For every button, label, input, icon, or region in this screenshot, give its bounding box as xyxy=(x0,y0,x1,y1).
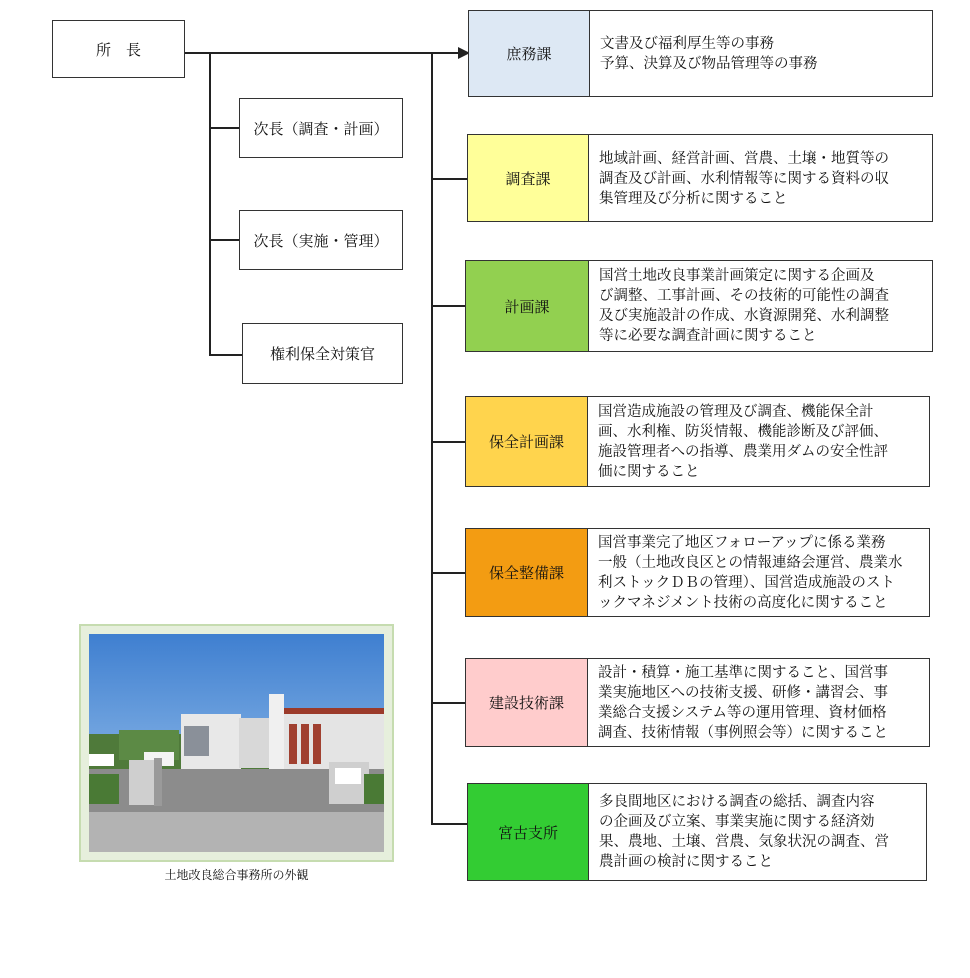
desc-line: 国営事業完了地区フォローアップに係る業務 xyxy=(598,535,886,551)
desc-line: 画、水利権、防災情報、機能診断及び評価、 xyxy=(598,424,888,440)
dept-branch-7 xyxy=(431,823,467,825)
dept-branch-5 xyxy=(431,572,465,574)
desc-line: 業実施地区への技術支援、研修・講習会、事 xyxy=(598,685,888,701)
dept-box-planning xyxy=(465,260,589,352)
department-trunk-line xyxy=(431,52,433,824)
desc-line: 一般（土地改良区との情報連絡会運営、農業水 xyxy=(598,555,903,571)
deputy-label: 次長（実施・管理） xyxy=(253,231,389,250)
desc-line: 及び実施設計の作成、水資源開発、水利調整 xyxy=(599,308,889,324)
desc-line: 果、農地、土壌、営農、気象状況の調査、営 xyxy=(599,834,889,850)
desc-line: 業総合支援システム等の運用管理、資材価格 xyxy=(598,705,887,721)
deputy-branch-1 xyxy=(209,127,239,129)
dept-desc-preservation-planning xyxy=(587,396,930,487)
deputy-branch-3 xyxy=(209,354,242,356)
dept-desc-research xyxy=(588,134,933,222)
desc-line: 施設管理者への指導、農業用ダムの安全性評 xyxy=(598,444,888,460)
dept-name: 建設技術課 xyxy=(488,694,564,712)
desc-line: 設計・積算・施工基準に関すること、国営事 xyxy=(598,665,888,681)
desc-line: 地域計画、経営計画、営農、土壌・地質等の xyxy=(599,151,889,167)
desc-line: 調査及び計画、水利情報等に関する資料の収 xyxy=(599,171,889,187)
director-box xyxy=(52,20,185,78)
dept-branch-4 xyxy=(431,441,465,443)
desc-line: ックマネジメント技術の高度化に関すること xyxy=(598,595,888,611)
desc-line: 集管理及び分析に関すること xyxy=(599,191,788,207)
dept-name: 計画課 xyxy=(504,297,550,316)
deputy-trunk-line xyxy=(209,52,211,355)
desc-line: 国営土地改良事業計画策定に関する企画及 xyxy=(599,268,875,284)
dept-desc-planning xyxy=(588,260,933,352)
deputy-label: 権利保全対策官 xyxy=(269,345,375,363)
deputy-label: 次長（調査・計画） xyxy=(253,119,389,138)
desc-line: 多良間地区における調査の総括、調査内容 xyxy=(599,794,875,810)
building-photo-frame xyxy=(79,624,394,862)
dept-branch-6 xyxy=(431,702,465,704)
desc-line: 農計画の検討に関すること xyxy=(599,854,773,870)
dept-name: 庶務課 xyxy=(506,45,552,63)
desc-line: 調査、技術情報（事例照会等）に関すること xyxy=(598,725,888,741)
desc-line: 等に必要な調査計画に関すること xyxy=(599,328,817,344)
dept-desc-general-affairs xyxy=(589,10,933,97)
dept-branch-3 xyxy=(431,305,465,307)
deputy-box-research-planning xyxy=(239,98,403,158)
main-horizontal-line xyxy=(185,52,468,54)
rights-preservation-officer-box xyxy=(242,323,403,384)
dept-box-miyako-branch xyxy=(467,783,589,881)
desc-line: 利ストックＤＢの管理）、国営造成施設のスト xyxy=(598,575,895,591)
photo-caption: 土地改良総合事務所の外観 xyxy=(164,868,309,882)
desc-line: 文書及び福利厚生等の事務 xyxy=(600,36,774,52)
dept-box-general-affairs xyxy=(468,10,590,97)
dept-name: 保全整備課 xyxy=(488,564,564,582)
dept-desc-preservation-maintenance xyxy=(587,528,930,617)
building-photo xyxy=(89,634,384,852)
dept-name: 調査課 xyxy=(505,169,551,188)
dept-box-construction-technology xyxy=(465,658,588,747)
desc-line: 予算、決算及び物品管理等の事務 xyxy=(600,56,818,72)
desc-line: 国営造成施設の管理及び調査、機能保全計 xyxy=(598,404,874,420)
dept-desc-miyako-branch xyxy=(588,783,927,881)
building-photo-illustration xyxy=(89,634,384,852)
dept-box-preservation-planning xyxy=(465,396,588,487)
deputy-branch-2 xyxy=(209,239,239,241)
dept-name: 宮古支所 xyxy=(497,823,558,842)
deputy-box-implementation-management xyxy=(239,210,403,270)
dept-box-research xyxy=(467,134,589,222)
desc-line: 価に関すること xyxy=(598,464,700,480)
director-label: 所 長 xyxy=(95,40,141,59)
dept-desc-construction-technology xyxy=(587,658,930,747)
dept-name: 保全計画課 xyxy=(488,433,564,451)
dept-box-preservation-maintenance xyxy=(465,528,588,617)
dept-branch-2 xyxy=(431,178,467,180)
desc-line: び調整、工事計画、その技術的可能性の調査 xyxy=(599,288,889,304)
desc-line: の企画及び立案、事業実施に関する経済効 xyxy=(599,814,875,830)
